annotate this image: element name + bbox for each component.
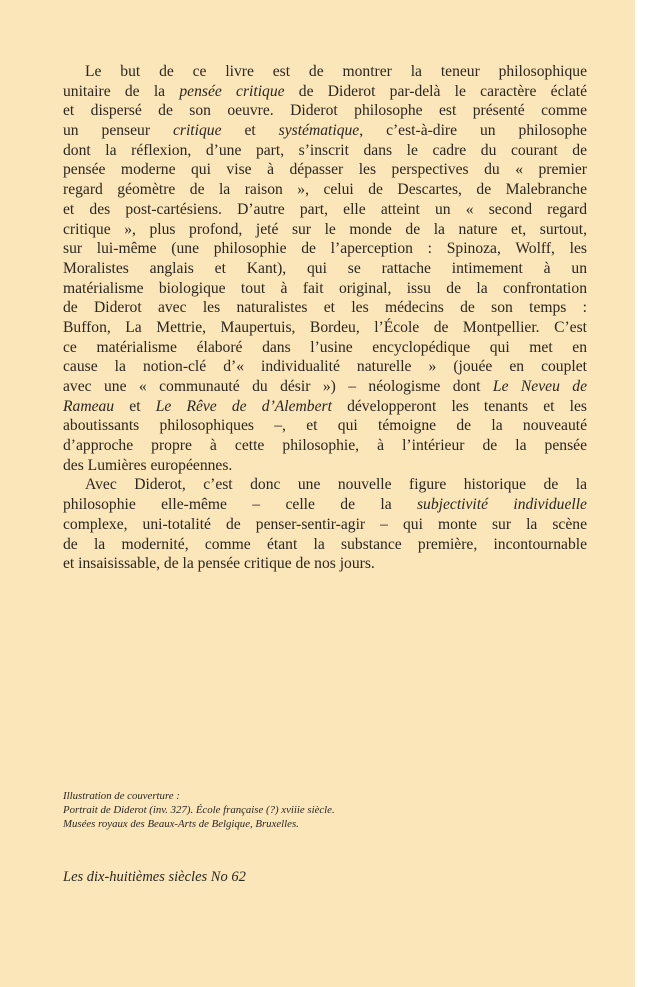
italic-run: Rameau <box>63 397 115 415</box>
blurb-line: des Lumières européennes. <box>63 456 233 474</box>
italic-run: pensée critique <box>179 82 285 100</box>
series-title: Les dix-huitièmes siècles No 62 <box>63 869 246 885</box>
blurb-line: ce matérialisme élaboré dans l’usine encyclopédique qui met en <box>63 338 587 356</box>
blurb-line: et des post-cartésiens. D’autre part, elle atteint un « second regard <box>63 200 587 218</box>
blurb-line <box>63 495 587 515</box>
blurb-line: d’approche propre à cette philosophie, à l’intérieur de la pensée <box>63 437 587 455</box>
blurb-line <box>63 377 587 397</box>
text-run: unitaire de la <box>63 82 180 100</box>
blurb-line: aboutissants philosophiques –, et qui témoigne de la nouveauté <box>63 417 587 435</box>
blurb-text <box>63 62 587 574</box>
blurb-line: et dispersé de son oeuvre. Diderot philosophe est présenté comme <box>63 102 587 120</box>
cover-illustration-caption <box>63 789 335 831</box>
italic-run: systématique <box>278 122 360 140</box>
blurb-line: Moralistes anglais et Kant), qui se rattache intimement à un <box>63 259 587 277</box>
text-run: et <box>221 122 279 140</box>
blurb-line: Le but de ce livre est de montrer la teneur philosophique <box>85 63 587 80</box>
blurb-line: regard géomètre de la raison », celui de Descartes, de Malebranche <box>63 181 587 199</box>
blurb-line: complexe, uni-totalité de penser-sentir-agir – qui monte sur la scène <box>63 515 587 533</box>
blurb-line: critique », plus profond, jeté sur le monde de la nature et, surtout, <box>63 220 587 238</box>
italic-run: critique <box>172 122 222 140</box>
text-run: philosophie elle-même – celle de la <box>63 496 417 514</box>
text-run: , c’est-à-dire un philosophe <box>359 122 587 140</box>
text-run: développeront les tenants et les <box>331 397 587 415</box>
caption-line: Portrait de Diderot (inv. 327). École française (?) xviiie siècle. <box>63 804 335 816</box>
blurb-line: Avec Diderot, c’est donc une nouvelle figure historique de la <box>85 476 587 494</box>
blurb-line <box>63 121 587 141</box>
italic-run: Le Rêve de d’Alembert <box>155 397 332 415</box>
text-run: un penseur <box>63 122 173 140</box>
text-run: de Diderot par-delà le caractère éclaté <box>284 82 588 100</box>
text-run: et <box>114 397 156 415</box>
blurb-line: dont la réflexion, d’une part, s’inscrit dans le cadre du courant de <box>63 141 587 159</box>
blurb-line: sur lui-même (une philosophie de l’aperception : Spinoza, Wolff, les <box>63 240 587 258</box>
blurb-line: cause la notion-clé d’« individualité naturelle » (jouée en couplet <box>63 358 587 376</box>
caption-line: Musées royaux des Beaux-Arts de Belgique, Bruxelles. <box>63 818 299 830</box>
blurb-line: matérialisme biologique tout à fait original, issu de la confrontation <box>63 279 587 297</box>
italic-run: Le Neveu de <box>492 378 587 395</box>
blurb-line: pensée moderne qui vise à dépasser les perspectives du « premier <box>63 161 587 179</box>
italic-run: subjectivité individuelle <box>416 496 587 514</box>
text-run: avec une « communauté du désir ») – néologisme dont <box>63 378 493 395</box>
blurb-line: Buffon, La Mettrie, Maupertuis, Bordeu, l’École de Montpellier. C’est <box>63 318 587 336</box>
blurb-line <box>63 82 587 102</box>
caption-title: Illustration de couverture : <box>63 790 180 802</box>
blurb-line <box>63 397 587 417</box>
blurb-line: de Diderot avec les naturalistes et les médecins de son temps : <box>63 299 587 317</box>
blurb-line: de la modernité, comme étant la substance première, incontournable <box>63 535 587 553</box>
blurb-line: et insaisissable, de la pensée critique de nos jours. <box>63 555 375 573</box>
